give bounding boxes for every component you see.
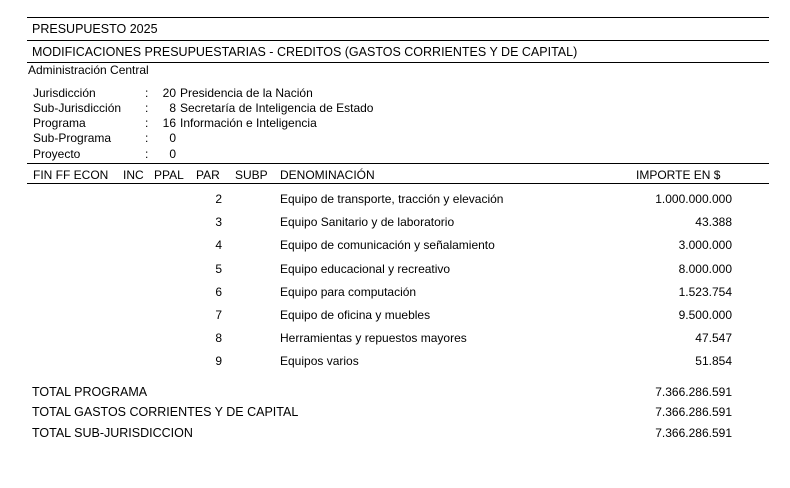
field-name: Información e Inteligencia (180, 116, 317, 130)
row-importe: 1.000.000.000 (655, 192, 732, 206)
row-denominacion: Equipo de comunicación y señalamiento (280, 238, 495, 252)
total-label-gastos: TOTAL GASTOS CORRIENTES Y DE CAPITAL (32, 405, 299, 419)
row-importe: 3.000.000 (678, 238, 732, 252)
column-header-bottom-rule (27, 183, 769, 184)
col-inc: INC (123, 168, 144, 182)
row-importe: 51.854 (695, 354, 732, 368)
field-label-proyecto: Proyecto (33, 147, 81, 161)
total-label-subjurisdiccion: TOTAL SUB-JURISDICCION (32, 426, 193, 440)
field-sep: : (145, 116, 149, 130)
row-importe: 9.500.000 (678, 308, 732, 322)
field-code: 16 (162, 116, 176, 130)
row-importe: 1.523.754 (678, 285, 732, 299)
col-subp: SUBP (235, 168, 268, 182)
row-importe: 47.547 (695, 331, 732, 345)
row-par: 6 (215, 285, 222, 299)
row-par: 8 (215, 331, 222, 345)
total-importe: 7.366.286.591 (655, 405, 732, 419)
field-sep: : (145, 101, 149, 115)
field-label-subprograma: Sub-Programa (33, 131, 112, 145)
column-header-top-rule (27, 163, 769, 164)
report-subtitle: MODIFICACIONES PRESUPUESTARIAS - CREDITOS (GASTOS CORRIENTES Y DE CAPITAL) (32, 45, 578, 59)
row-denominacion: Equipo de oficina y muebles (280, 308, 431, 322)
row-denominacion: Equipo para computación (280, 285, 417, 299)
row-denominacion: Equipo de transporte, tracción y elevación (280, 192, 504, 206)
field-code: 20 (162, 86, 176, 100)
field-label-subjurisdiccion: Sub-Jurisdicción (33, 101, 122, 115)
row-denominacion: Equipo educacional y recreativo (280, 262, 451, 276)
field-sep: : (145, 86, 149, 100)
field-name: Presidencia de la Nación (180, 86, 313, 100)
row-par: 2 (215, 192, 222, 206)
field-label-jurisdiccion: Jurisdicción (33, 86, 96, 100)
field-label-programa: Programa (33, 116, 86, 130)
row-par: 3 (215, 215, 222, 229)
row-par: 7 (215, 308, 222, 322)
row-par: 4 (215, 238, 222, 252)
col-ppal: PPAL (154, 168, 184, 182)
field-sep: : (145, 147, 149, 161)
field-sep: : (145, 131, 149, 145)
budget-year-title: PRESUPUESTO 2025 (32, 22, 158, 36)
total-importe: 7.366.286.591 (655, 426, 732, 440)
top-rule (27, 17, 769, 18)
total-label-programa: TOTAL PROGRAMA (32, 385, 148, 399)
col-fin-ff-econ: FIN FF ECON (33, 168, 109, 182)
administration-label: Administración Central (28, 63, 149, 77)
row-denominacion: Equipo Sanitario y de laboratorio (280, 215, 455, 229)
col-importe: IMPORTE EN $ (636, 168, 721, 182)
row-par: 5 (215, 262, 222, 276)
col-par: PAR (196, 168, 220, 182)
row-par: 9 (215, 354, 222, 368)
field-code: 8 (169, 101, 176, 115)
col-denominacion: DENOMINACIÓN (280, 168, 375, 182)
field-name: Secretaría de Inteligencia de Estado (180, 101, 374, 115)
title-rule (27, 40, 769, 41)
total-importe: 7.366.286.591 (655, 385, 732, 399)
field-code: 0 (169, 131, 176, 145)
row-denominacion: Herramientas y repuestos mayores (280, 331, 467, 345)
row-denominacion: Equipos varios (280, 354, 359, 368)
row-importe: 43.388 (695, 215, 732, 229)
row-importe: 8.000.000 (678, 262, 732, 276)
field-code: 0 (169, 147, 176, 161)
